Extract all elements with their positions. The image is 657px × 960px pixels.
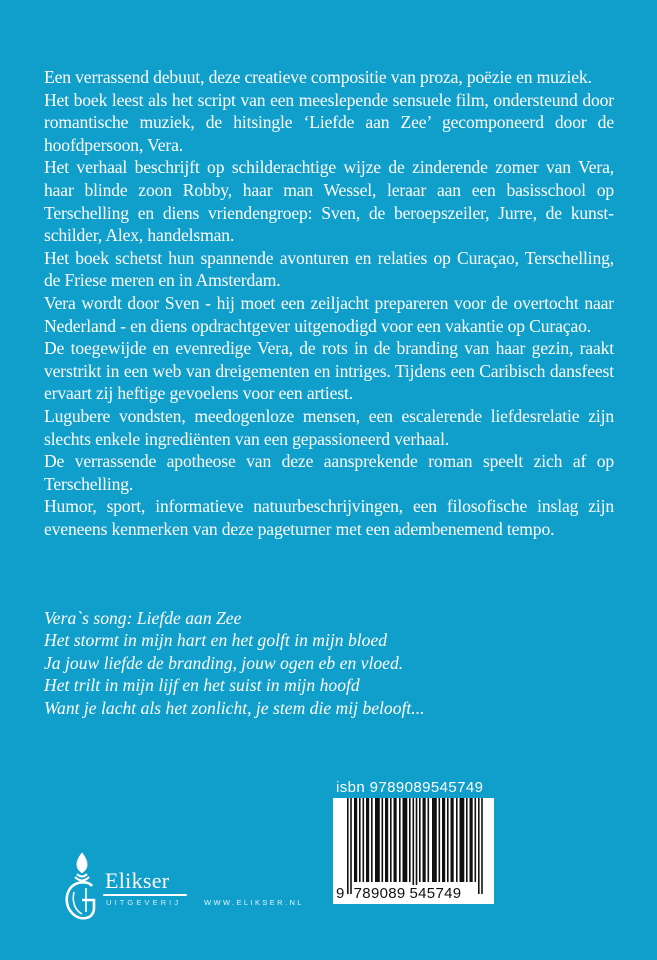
blurb-paragraph: De toegewijde en evenredige Vera, de rots in de branding van haar gezin, raakt verstrikt in een web van dreigementen en intriges. Tijdens een Caribisch dansfeest ervaart zij heftige gevoelens voor een artiest. — [44, 338, 614, 404]
blurb-paragraph: Humor, sport, informatieve natuurbeschrijvingen, een filosofische inslag zijn eveneens kenmerken van deze pageturner met een adembenemend tempo. — [44, 496, 614, 539]
barcode-digits — [335, 885, 462, 902]
barcode — [333, 798, 494, 904]
barcode-digit-lead: 9 — [336, 885, 345, 902]
blurb-paragraph: Een verrassend debuut, deze creatieve compositie van proza, poëzie en muziek. — [44, 67, 592, 87]
blurb-paragraph: Vera wordt door Sven - hij moet een zeiljacht prepareren voor de overtocht naar Nederland - en diens opdrachtgever uitgenodigd voor een vakantie op Curaçao. — [44, 292, 614, 336]
publisher-name: Elikser — [105, 868, 170, 893]
publisher-website-link[interactable]: WWW.ELIKSER.NL — [204, 898, 304, 907]
publisher-subtitle: UITGEVERIJ — [106, 898, 182, 907]
lyric-line: Het trilt in mijn lijf en het suist in mijn hoofd — [44, 675, 360, 696]
blurb-paragraph: Lugubere vondsten, meedogenloze mensen, een escalerende liefdesrelatie zijn slechts enkele ingrediënten van een gepassioneerd verhaal. — [44, 405, 614, 449]
song-lyrics — [44, 629, 425, 719]
lyric-line: Want je lacht als het zonlicht, je stem die mij belooft... — [44, 697, 425, 718]
blurb-paragraph: Het boek leest als het script van een meeslepende sensuele film, ondersteund door romantische muziek, de hitsingle ‘Liefde aan Zee’ gecomponeerd door de hoofdpersoon, Vera. — [44, 89, 614, 155]
blurb-text — [44, 66, 614, 540]
isbn-label: isbn 9789089545749 — [336, 779, 484, 796]
publisher-divider — [103, 894, 187, 896]
barcode-bars-icon — [347, 798, 483, 894]
barcode-digit-group-2: 545749 — [409, 885, 462, 902]
lyric-line: Ja jouw liefde de branding, jouw ogen eb en vloed. — [44, 652, 404, 673]
song-title: Vera`s song: Liefde aan Zee — [44, 608, 242, 628]
elikser-logo-icon — [62, 852, 102, 924]
blurb-paragraph: Het verhaal beschrijft op schilderachtige wijze de zinderende zomer van Vera, haar blinde zoon Robby, haar man Wessel, leraar aan een basisschool op Terschelling en diens vriendengroep: Sven, de beroepszeiler, Jurre, de kunstschilder, Alex, handelsman. — [44, 157, 614, 246]
barcode-digit-group-1: 789089 — [353, 885, 406, 902]
blurb-paragraph: Het boek schetst hun spannende avonturen en relaties op Curaçao, Terschelling, de Friese meren en in Amsterdam. — [44, 247, 614, 291]
lyric-line: Het stormt in mijn hart en het golft in mijn bloed — [44, 630, 388, 650]
blurb-paragraph: De verrassende apotheose van deze aansprekende roman speelt zich af op Terschelling. — [44, 451, 614, 494]
